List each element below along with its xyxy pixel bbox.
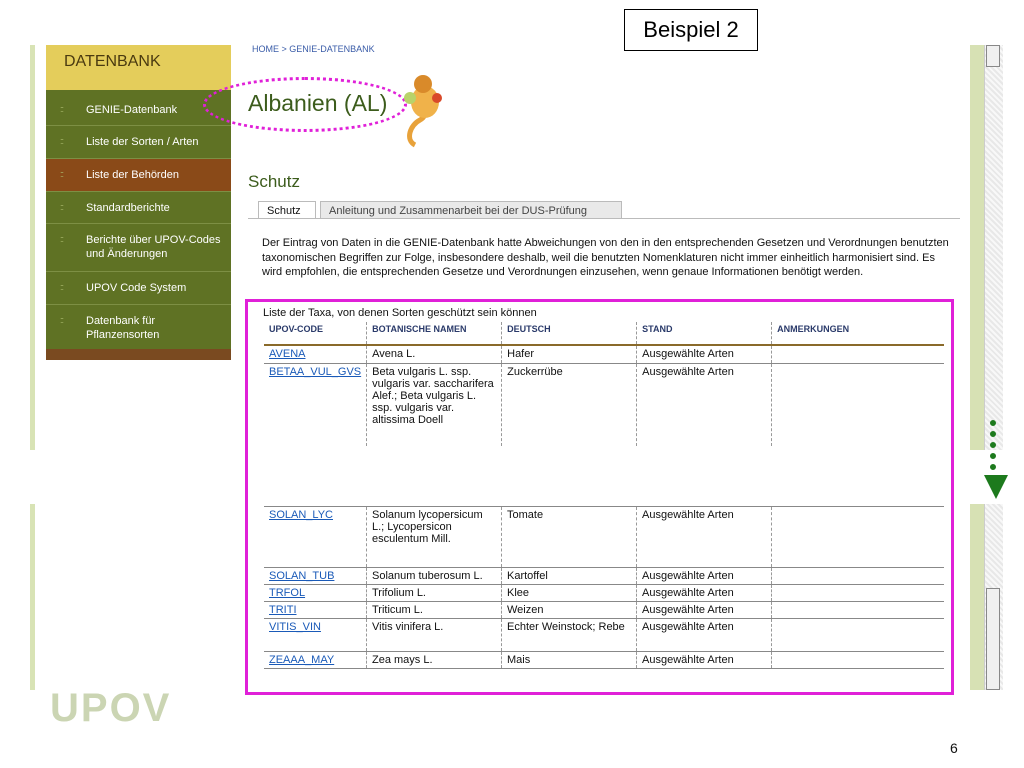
- bullet-icon: ::: [60, 234, 64, 244]
- upov-code-link[interactable]: TRFOL: [269, 587, 306, 599]
- sidebar-footer: [46, 349, 231, 360]
- column-header: DEUTSCH: [502, 322, 637, 345]
- bullet-icon: ::: [60, 282, 64, 292]
- left-bar-top: [30, 45, 35, 450]
- bullet-icon: ::: [60, 104, 64, 114]
- left-bar-bottom: [30, 504, 35, 690]
- bullet-icon: ::: [60, 136, 64, 146]
- list-title: Liste der Taxa, von denen Sorten geschützt sein können: [263, 307, 537, 319]
- page-title: Albanien (AL): [248, 90, 388, 116]
- upov-code-link[interactable]: AVENA: [269, 348, 306, 360]
- sidebar-item-sorten[interactable]: :: Liste der Sorten / Arten: [46, 126, 231, 159]
- tab-anleitung[interactable]: Anleitung und Zusammenarbeit bei der DUS-Prüfung: [320, 201, 622, 219]
- table-row: TRITI Triticum L. Weizen Ausgewählte Arten: [264, 602, 944, 619]
- slide-title: Beispiel 2: [624, 9, 758, 51]
- breadcrumb[interactable]: HOME > GENIE-DATENBANK: [252, 44, 375, 54]
- bullet-icon: ::: [60, 202, 64, 212]
- column-header: ANMERKUNGEN: [772, 322, 944, 345]
- upov-code-link[interactable]: VITIS_VIN: [269, 621, 321, 633]
- bullet-icon: ::: [60, 169, 64, 179]
- highlight-rectangle: [245, 299, 954, 695]
- table-row: SOLAN_LYC Solanum lycopersicum L.; Lycopersicon esculentum Mill. Tomate Ausgewählte Arten: [264, 507, 944, 568]
- upov-code-link[interactable]: ZEAAA_MAY: [269, 654, 335, 666]
- arrow-down-icon: [984, 475, 1008, 499]
- column-header: UPOV-CODE: [269, 324, 324, 334]
- upov-code-link[interactable]: TRITI: [269, 604, 297, 616]
- upov-code-link[interactable]: SOLAN_TUB: [269, 570, 335, 582]
- sidebar-item-berichte[interactable]: :: Berichte über UPOV-Codes und Änderungen: [46, 224, 231, 272]
- sidebar-item-upov-code-system[interactable]: :: UPOV Code System: [46, 272, 231, 305]
- highlight-ellipse: [203, 77, 407, 132]
- upov-code-link[interactable]: BETAA_VUL_GVS: [269, 365, 362, 378]
- table-row: VITIS_VIN Vitis vinifera L. Echter Weinstock; Rebe Ausgewählte Arten: [264, 619, 944, 652]
- sidebar-item-behoerden[interactable]: :: Liste der Behörden: [46, 159, 231, 192]
- upov-code-link[interactable]: SOLAN_LYC: [269, 509, 333, 521]
- sidebar-item-genie-datenbank[interactable]: :: GENIE-Datenbank: [46, 94, 231, 126]
- column-header: STAND: [637, 322, 772, 345]
- section-title: Schutz: [248, 172, 300, 191]
- description-text: Der Eintrag von Daten in die GENIE-Datenbank hatte Abweichungen von den in den entsprechenden Gesetzen und Verordnungen benutzten taxonomischen Begriffen zur Folge, insbesondere deshalb, weil die benutzten Nomenklaturen nicht immer einheitlich harmonisiert sind. Es wird empfohlen, die entsprechenden Gesetze und Verordnungen einzusehen, wenn genaue Informationen benötigt werden.: [262, 237, 949, 278]
- column-header: BOTANISCHE NAMEN: [367, 322, 502, 345]
- table-row: SOLAN_TUB Solanum tuberosum L. Kartoffel Ausgewählte Arten: [264, 568, 944, 585]
- tab-divider: [248, 218, 960, 219]
- scrollbar-thumb-bottom[interactable]: [986, 588, 1000, 690]
- table-row: TRFOL Trifolium L. Klee Ausgewählte Arten: [264, 585, 944, 602]
- sidebar-item-pflanzensorten[interactable]: :: Datenbank für Pflanzensorten: [60, 315, 160, 341]
- genie-mascot-icon: [395, 70, 450, 150]
- bullet-icon: ::: [60, 315, 64, 325]
- table-row: AVENA Avena L. Hafer Ausgewählte Arten: [264, 345, 944, 363]
- page-number: 6: [950, 740, 958, 756]
- scroll-dots-icon: [990, 420, 1006, 470]
- table-row: BETAA_VUL_GVS Beta vulgaris L. ssp. vulgaris var. saccharifera Alef.; Beta vulgaris L. ssp. vulgaris var. altissima Doell Zuckerrübe Ausgewählte Arten: [264, 363, 944, 446]
- sidebar-item-standardberichte[interactable]: :: Standardberichte: [46, 192, 231, 224]
- sidebar-header: DATENBANK: [46, 45, 231, 90]
- table-row: ZEAAA_MAY Zea mays L. Mais Ausgewählte Arten: [264, 652, 944, 669]
- upov-logo: UPOV: [50, 686, 172, 730]
- tab-schutz[interactable]: Schutz: [258, 201, 316, 219]
- scrollbar-thumb-top[interactable]: [986, 45, 1000, 67]
